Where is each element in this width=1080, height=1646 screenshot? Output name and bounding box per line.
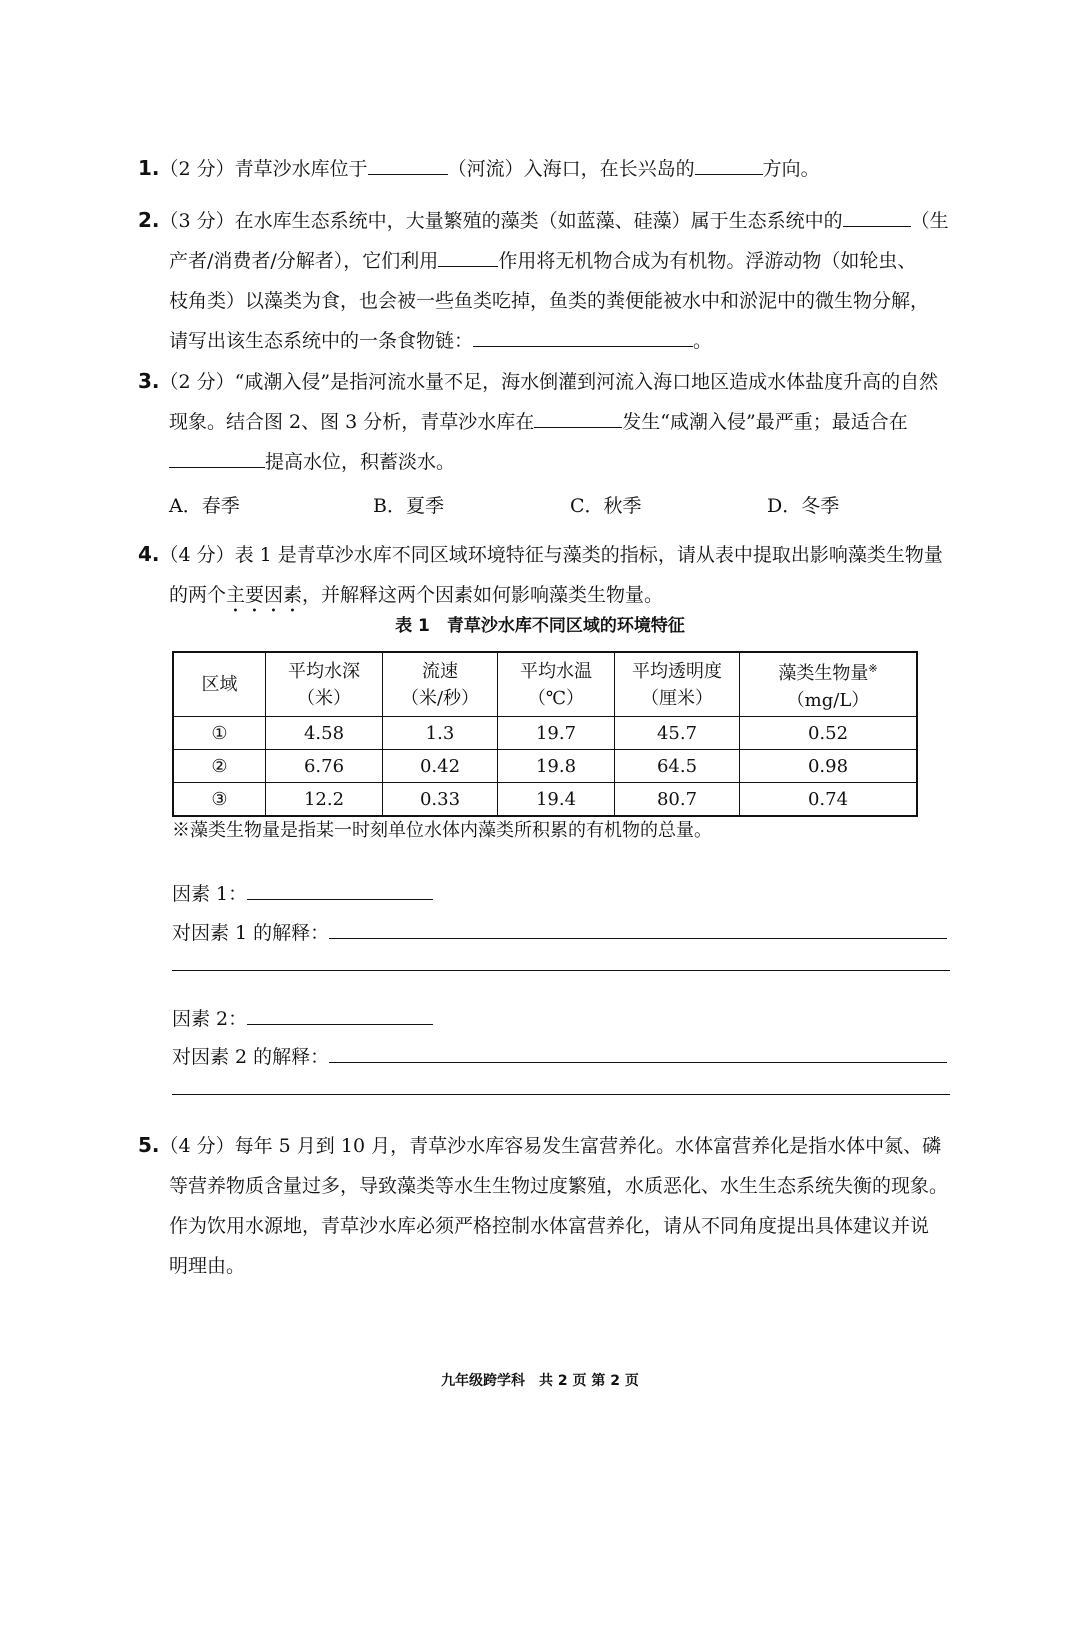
- question-text: 现象。结合图 2、图 3 分析，青草沙水库在: [169, 411, 535, 433]
- answer-blank[interactable]: [329, 916, 947, 939]
- header-transparency: [615, 652, 740, 717]
- cell-temperature: 19.7: [498, 717, 615, 750]
- question-line: [138, 200, 950, 241]
- factor-1-line: [172, 877, 433, 906]
- question-text: 的两个: [169, 584, 227, 606]
- question-text: 产者/消费者/分解者），它们利用: [169, 250, 439, 272]
- environment-table: [172, 651, 918, 817]
- explain-1-line: [172, 916, 947, 945]
- answer-blank[interactable]: [329, 1040, 947, 1063]
- answer-blank[interactable]: [534, 405, 622, 428]
- question-line: [138, 402, 950, 442]
- header-region: [173, 652, 266, 717]
- answer-blank[interactable]: [368, 152, 448, 175]
- table-row: [173, 750, 917, 783]
- question-text: （生: [910, 210, 949, 232]
- header-temperature: [498, 652, 615, 717]
- header-unit: （米/秒）: [400, 687, 480, 709]
- header-unit: （厘米）: [641, 687, 713, 709]
- cell-algae-biomass: 0.74: [740, 783, 918, 817]
- cell-flow: 0.33: [383, 783, 498, 817]
- table-row: [173, 717, 917, 750]
- header-label: 平均透明度: [632, 660, 722, 682]
- table-caption: 表 1 青草沙水库不同区域的环境特征: [395, 616, 685, 636]
- answer-blank[interactable]: [247, 877, 433, 900]
- header-label: 平均水温: [520, 660, 592, 682]
- footnote-mark: ※: [868, 662, 878, 675]
- factor-2-line: [172, 1002, 433, 1031]
- cell-transparency: 64.5: [615, 750, 740, 783]
- question-line: 枝角类）以藻类为食，也会被一些鱼类吃掉，鱼类的粪便能被水中和淤泥中的微生物分解，: [169, 290, 930, 312]
- question-1: [138, 148, 950, 189]
- header-flow: [383, 652, 498, 717]
- question-text: 请写出该生态系统中的一条食物链：: [169, 330, 474, 352]
- header-unit: （mg/L）: [786, 690, 870, 711]
- question-number: 1.: [138, 156, 160, 180]
- question-text: （河流）入海口，在长兴岛的: [447, 158, 695, 180]
- question-line: 明理由。: [169, 1255, 246, 1277]
- question-text: 提高水位，积蓄淡水。: [265, 451, 456, 473]
- cell-transparency: 80.7: [615, 783, 740, 817]
- header-unit: （℃）: [527, 687, 585, 709]
- choice-a[interactable]: A．春季: [169, 495, 240, 517]
- question-line: [138, 1125, 950, 1166]
- question-line: [138, 321, 950, 361]
- answer-line[interactable]: [172, 970, 950, 971]
- cell-region: ②: [173, 750, 266, 783]
- cell-algae-biomass: 0.98: [740, 750, 918, 783]
- question-text: （4 分）每年 5 月到 10 月，青草沙水库容易发生富营养化。水体富营养化是指水体中氮、磷: [159, 1135, 942, 1157]
- question-4: [138, 534, 950, 617]
- table-footnote: ※藻类生物量是指某一时刻单位水体内藻类所积累的有机物的总量。: [172, 820, 712, 841]
- table-row: [173, 783, 917, 817]
- cell-flow: 0.42: [383, 750, 498, 783]
- choice-c[interactable]: C．秋季: [570, 495, 642, 517]
- answer-line[interactable]: [172, 1094, 950, 1095]
- answer-blank[interactable]: [169, 445, 265, 468]
- factor-label: 因素 1：: [172, 883, 248, 905]
- cell-flow: 1.3: [383, 717, 498, 750]
- question-line: [138, 361, 950, 402]
- question-text: 方向。: [762, 158, 820, 180]
- header-label: 藻类生物量: [778, 663, 869, 684]
- header-algae-biomass: [740, 652, 918, 717]
- explain-label: 对因素 2 的解释：: [172, 1046, 330, 1068]
- header-label: 流速: [422, 660, 458, 682]
- answer-blank[interactable]: [695, 152, 763, 175]
- question-text: ，并解释这两个因素如何影响藻类生物量。: [302, 584, 664, 606]
- header-unit: （米）: [297, 687, 351, 709]
- header-label: 平均水深: [288, 660, 360, 682]
- question-number: 2.: [138, 208, 160, 232]
- question-text: 作用将无机物合成为有机物。浮游动物（如轮虫、: [498, 250, 917, 272]
- question-number: 5.: [138, 1133, 160, 1157]
- question-line: 作为饮用水源地，青草沙水库必须严格控制水体富营养化，请从不同角度提出具体建议并说: [169, 1215, 930, 1237]
- cell-temperature: 19.8: [498, 750, 615, 783]
- answer-blank[interactable]: [438, 244, 498, 267]
- question-line: [138, 534, 950, 575]
- question-5: [138, 1125, 950, 1286]
- cell-depth: 6.76: [266, 750, 383, 783]
- explain-label: 对因素 1 的解释：: [172, 922, 330, 944]
- cell-depth: 12.2: [266, 783, 383, 817]
- choice-b[interactable]: B．夏季: [373, 495, 444, 517]
- question-text: （3 分）在水库生态系统中，大量繁殖的藻类（如蓝藻、硅藻）属于生态系统中的: [159, 210, 843, 232]
- answer-blank[interactable]: [473, 324, 693, 347]
- question-number: 3.: [138, 369, 160, 393]
- cell-transparency: 45.7: [615, 717, 740, 750]
- question-line: [138, 241, 950, 281]
- cell-region: ①: [173, 717, 266, 750]
- question-2: [138, 200, 950, 361]
- page-footer: 九年级跨学科 共 2 页 第 2 页: [441, 1373, 639, 1389]
- choice-d[interactable]: D．冬季: [767, 495, 840, 517]
- question-text: 发生“咸潮入侵”最严重；最适合在: [622, 411, 908, 433]
- emphasized-text: 主要因素: [226, 584, 303, 606]
- question-text: 。: [693, 330, 713, 352]
- factor-label: 因素 2：: [172, 1008, 248, 1030]
- question-text: （2 分）“咸潮入侵”是指河流水量不足，海水倒灌到河流入海口地区造成水体盐度升高的自然: [159, 371, 939, 393]
- cell-algae-biomass: 0.52: [740, 717, 918, 750]
- cell-region: ③: [173, 783, 266, 817]
- question-line: [138, 442, 950, 482]
- header-label: 区域: [201, 674, 238, 695]
- question-number: 4.: [138, 542, 160, 566]
- question-text: （4 分）表 1 是青草沙水库不同区域环境特征与藻类的指标，请从表中提取出影响藻类生物量: [159, 544, 943, 566]
- cell-temperature: 19.4: [498, 783, 615, 817]
- question-3: [138, 361, 950, 482]
- cell-depth: 4.58: [266, 717, 383, 750]
- table-header-row: [173, 652, 917, 717]
- answer-blank[interactable]: [247, 1002, 433, 1025]
- answer-blank[interactable]: [843, 204, 911, 227]
- header-depth: [266, 652, 383, 717]
- question-line: 等营养物质含量过多，导致藻类等水生生物过度繁殖，水质恶化、水生生态系统失衡的现象。: [169, 1175, 949, 1197]
- question-text: （2 分）青草沙水库位于: [159, 158, 368, 180]
- explain-2-line: [172, 1040, 947, 1069]
